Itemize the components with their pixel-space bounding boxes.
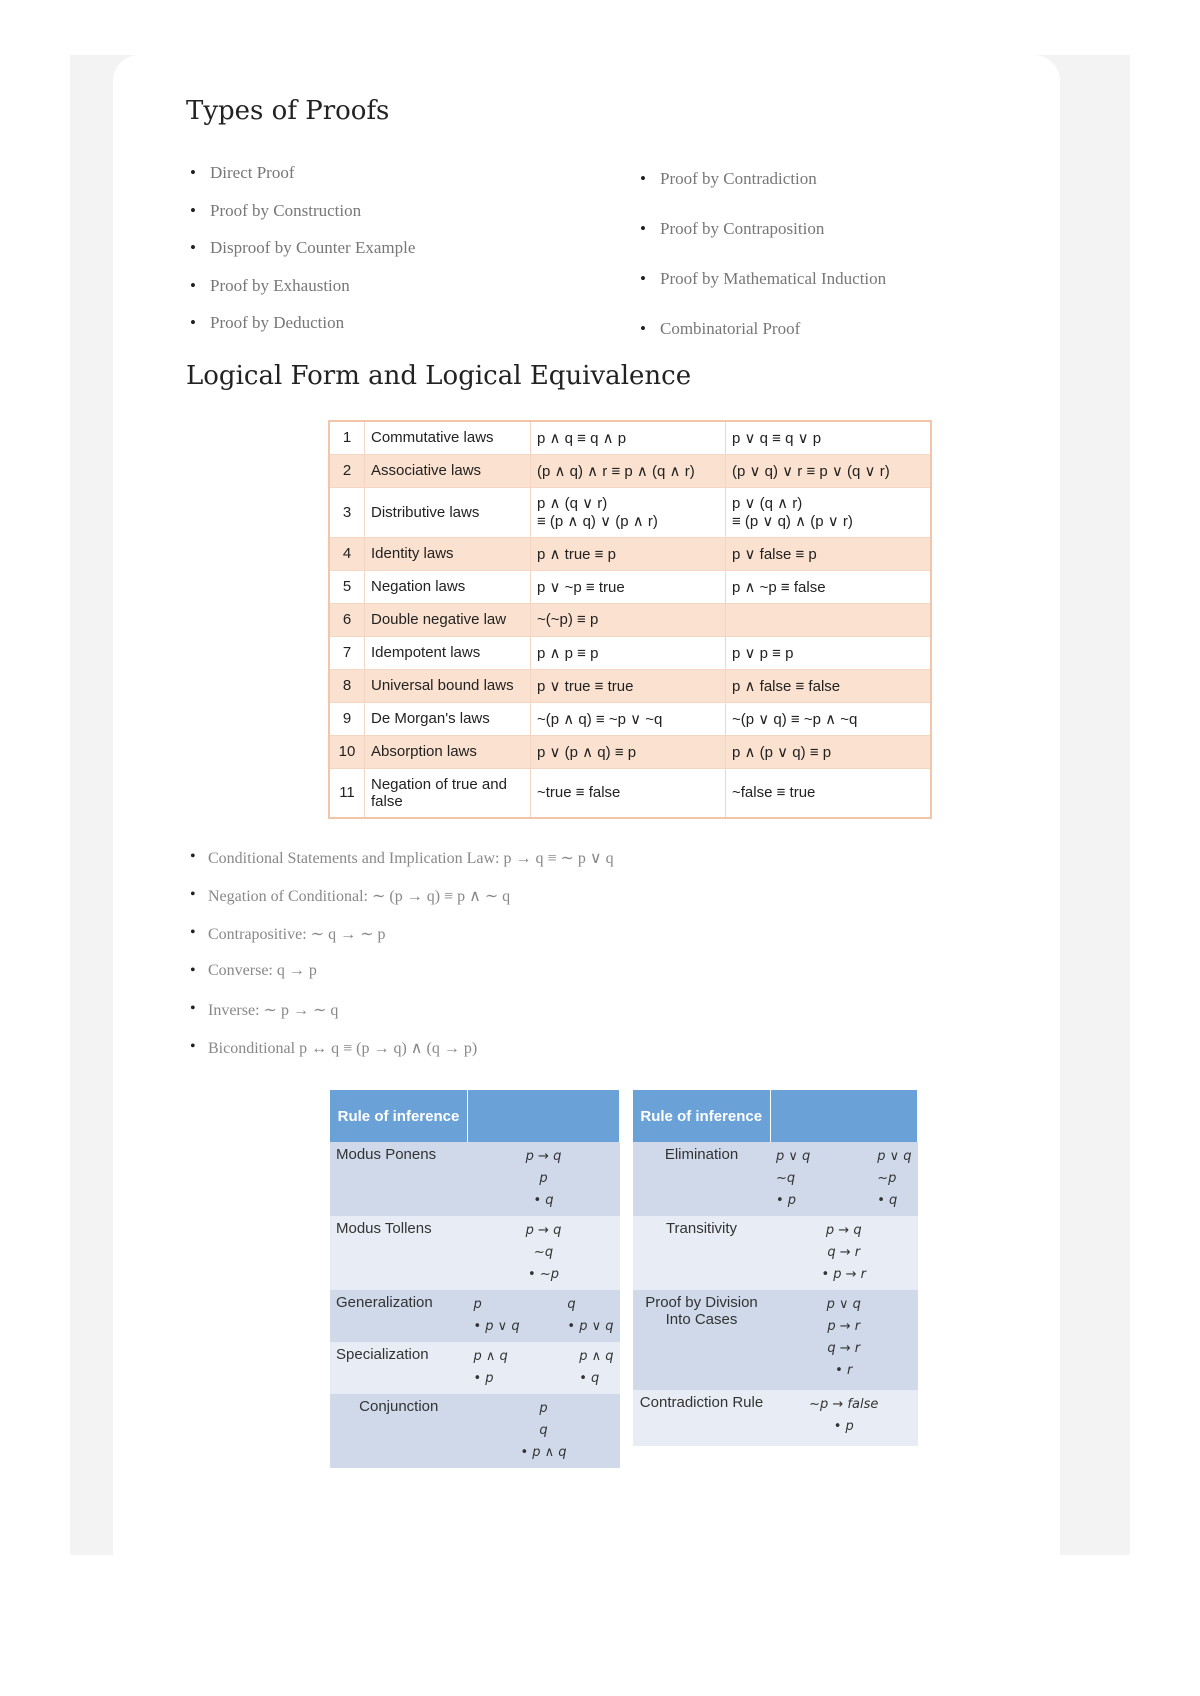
table-row [329,735,931,768]
formula-column [474,1294,520,1338]
law-number: 7 [329,636,365,669]
law-name: Universal bound laws [365,669,531,702]
list-item: • Proof by Mathematical Induction [640,254,886,304]
formula-line: q [567,1297,576,1312]
table-row [330,1216,620,1290]
law-formula: ~(p ∧ q) ≡ ~p ∨ ~q [531,702,726,735]
rule-formula [468,1216,620,1290]
rule-header-blank [468,1090,620,1142]
law-number: 6 [329,603,365,636]
list-item: • Proof by Deduction [190,304,415,342]
formula-line: ~q [533,1245,554,1260]
rule-formula [770,1216,918,1290]
rule-header-blank [770,1090,918,1142]
law-name: Double negative law [365,603,531,636]
rule-formula [468,1394,620,1468]
law-number: 10 [329,735,365,768]
formula-line: • p [473,1371,494,1386]
table-row [329,636,931,669]
table-row [330,1290,620,1342]
rule-name: Generalization [330,1290,468,1342]
formula-line: p [539,1171,548,1186]
law-formula: ~true ≡ false [531,768,726,818]
law-number: 2 [329,454,365,487]
law-formula: ~false ≡ true [726,768,932,818]
rule-formula [468,1342,620,1394]
formula-column [579,1346,613,1390]
list-item: • Combinatorial Proof [640,304,886,354]
rule-formula [770,1390,918,1446]
list-item: • Biconditional p ↔ q ≡ (p → q) ∧ (q → p) [190,1038,614,1076]
implication-notes-list [190,848,614,1076]
law-formula: (p ∧ q) ∧ r ≡ p ∧ (q ∧ r) [531,454,726,487]
formula-column [877,1146,911,1212]
formula-line: p → q [825,1223,862,1238]
formula-line: • p [776,1193,797,1208]
rules-of-inference-table-right [633,1090,918,1446]
formula-columns [474,1294,614,1338]
formula-line: p ∨ (q ∧ r) [732,495,803,512]
table-row [633,1290,918,1390]
formula-line: p ∨ q [826,1297,861,1312]
law-number: 1 [329,421,365,454]
list-item: • Negation of Conditional: ∼ (p → q) ≡ p ∧ ∼ q [190,886,614,924]
formula-line: • p ∨ q [567,1319,614,1334]
table-row [329,487,931,537]
formula-line: • q [533,1193,554,1208]
formula-line: ~q [776,1171,796,1186]
formula-columns [776,1146,912,1212]
formula-column [474,1346,508,1390]
table-row [633,1142,918,1216]
list-item: • Proof by Construction [190,192,415,230]
law-name: Idempotent laws [365,636,531,669]
formula-column [776,1146,810,1212]
law-formula: ~(p ∨ q) ≡ ~p ∧ ~q [726,702,932,735]
formula-line: ≡ (p ∨ q) ∧ (p ∨ r) [732,513,853,530]
law-formula: p ∧ true ≡ p [531,537,726,570]
formula-line: • p ∧ q [520,1445,567,1460]
law-name: Associative laws [365,454,531,487]
formula-line: p ∧ q [473,1349,508,1364]
table-row [329,570,931,603]
rule-name: Modus Tollens [330,1216,468,1290]
formula-line: p → r [827,1319,861,1334]
list-item: • Proof by Contradiction [640,154,886,204]
list-item: • Disproof by Counter Example [190,229,415,267]
law-formula: p ∨ (p ∧ q) ≡ p [531,735,726,768]
list-item: • Inverse: ∼ p → ∼ q [190,1000,614,1038]
law-formula: p ∧ p ≡ p [531,636,726,669]
formula-column [567,1294,613,1338]
formula-line: p ∨ q [776,1149,811,1164]
table-row [633,1216,918,1290]
proof-types-right-list [640,154,886,354]
formula-line: p [539,1401,548,1416]
law-name: Absorption laws [365,735,531,768]
law-name: Commutative laws [365,421,531,454]
table-row [329,669,931,702]
table-row [330,1394,620,1468]
types-of-proofs-heading: Types of Proofs [186,96,390,126]
rule-header: Rule of inference [633,1090,770,1142]
table-row [633,1390,918,1446]
rule-header: Rule of inference [330,1090,468,1142]
law-number: 9 [329,702,365,735]
rule-name: Elimination [633,1142,770,1216]
list-item: • Direct Proof [190,154,415,192]
rule-name: Transitivity [633,1216,770,1290]
table-row [330,1142,620,1216]
formula-columns [474,1346,614,1390]
law-formula: ~(~p) ≡ p [531,603,726,636]
table-row [329,768,931,818]
law-number: 8 [329,669,365,702]
rule-formula [770,1290,918,1390]
law-formula: (p ∨ q) ∨ r ≡ p ∨ (q ∨ r) [726,454,932,487]
formula-line: p ∨ q [877,1149,912,1164]
list-item: • Contrapositive: ∼ q → ∼ p [190,924,614,962]
formula-line: q [539,1423,548,1438]
table-row [329,421,931,454]
formula-line: p ∧ q [579,1349,614,1364]
law-formula [726,603,932,636]
table-row [330,1342,620,1394]
proof-types-left-list [190,154,415,342]
formula-line: p → q [525,1223,562,1238]
rule-name: Specialization [330,1342,468,1394]
law-formula: p ∧ ~p ≡ false [726,570,932,603]
list-item: • Conditional Statements and Implication Law: p → q ≡ ∼ p ∨ q [190,848,614,886]
table-row [329,702,931,735]
formula-line: • p ∨ q [473,1319,520,1334]
rule-name: Contradiction Rule [633,1390,770,1446]
rule-name: Modus Ponens [330,1142,468,1216]
formula-line: • ~p [528,1267,559,1282]
law-formula [531,487,726,537]
list-item: • Converse: q → p [190,962,614,1000]
law-formula: p ∧ q ≡ q ∧ p [531,421,726,454]
law-number: 3 [329,487,365,537]
law-name: De Morgan's laws [365,702,531,735]
law-formula: p ∨ p ≡ p [726,636,932,669]
list-item: • Proof by Contraposition [640,204,886,254]
formula-line: • p → r [821,1267,867,1282]
formula-line: ≡ (p ∧ q) ∨ (p ∧ r) [537,513,658,530]
formula-line: q → r [827,1341,861,1356]
law-formula: p ∨ ~p ≡ true [531,570,726,603]
law-formula: p ∨ false ≡ p [726,537,932,570]
rules-of-inference-table-left [330,1090,620,1468]
logical-equivalence-laws-table [328,420,932,819]
formula-line: • r [835,1363,853,1378]
formula-line: p → q [525,1149,562,1164]
formula-line: ~p → false [809,1397,879,1412]
law-number: 4 [329,537,365,570]
formula-line: q → r [827,1245,861,1260]
rule-name: Proof by Division Into Cases [633,1290,770,1390]
law-name: Distributive laws [365,487,531,537]
formula-line: • p [833,1419,854,1434]
law-name: Negation laws [365,570,531,603]
table-row [329,537,931,570]
formula-line: p [473,1297,482,1312]
list-item: • Proof by Exhaustion [190,267,415,305]
logical-equivalence-heading: Logical Form and Logical Equivalence [186,361,692,391]
formula-line: • q [877,1193,898,1208]
formula-line: p ∧ (q ∨ r) [537,495,608,512]
law-formula: p ∨ q ≡ q ∨ p [726,421,932,454]
rule-formula [468,1290,620,1342]
table-row [329,603,931,636]
rule-name: Conjunction [330,1394,468,1468]
law-number: 5 [329,570,365,603]
rule-formula [468,1142,620,1216]
law-formula: p ∧ (p ∨ q) ≡ p [726,735,932,768]
law-number: 11 [329,768,365,818]
formula-line: ~p [877,1171,897,1186]
law-formula: p ∨ true ≡ true [531,669,726,702]
law-name: Identity laws [365,537,531,570]
law-formula: p ∧ false ≡ false [726,669,932,702]
formula-line: • q [579,1371,600,1386]
law-formula [726,487,932,537]
law-name: Negation of true and false [365,768,531,818]
table-row [329,454,931,487]
rule-formula [770,1142,918,1216]
